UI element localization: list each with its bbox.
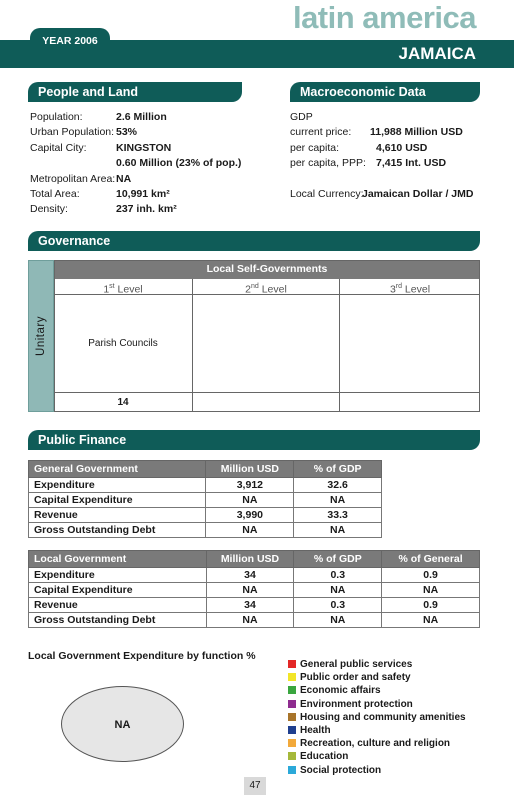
total-area-label: Total Area:	[30, 188, 80, 200]
table-row	[29, 523, 382, 538]
general-government-table	[28, 460, 382, 538]
legend-swatch	[288, 673, 296, 681]
gdp-per-capita-label: per capita:	[290, 141, 340, 154]
currency-value: Jamaican Dollar / JMD	[362, 188, 474, 200]
table-cell: NA	[294, 613, 382, 628]
table-row	[29, 568, 480, 583]
legend-label: Environment protection	[300, 698, 413, 710]
table-cell: NA	[294, 493, 382, 508]
column-header: Local Government	[29, 551, 207, 568]
table-cell: NA	[294, 583, 382, 598]
capital-population-value: 0.60 Million (23% of pop.)	[116, 157, 242, 170]
table-row	[29, 598, 480, 613]
governance-type-label: Unitary	[35, 316, 47, 356]
legend-item	[288, 698, 466, 711]
country-title: JAMAICA	[398, 44, 476, 63]
legend-swatch	[288, 660, 296, 668]
legend-swatch	[288, 700, 296, 708]
total-area-value: 10,991 km²	[116, 188, 170, 200]
gdp-current-value: 11,988 Million USD	[370, 126, 463, 139]
urban-population-label: Urban Population:	[30, 126, 115, 139]
table-cell: 0.9	[382, 568, 480, 583]
urban-population-value: 53%	[116, 126, 138, 139]
currency-label: Local Currency:	[290, 188, 364, 200]
gdp-label: GDP	[290, 111, 313, 123]
population-label: Population:	[30, 111, 83, 123]
legend-label: Public order and safety	[300, 672, 411, 684]
legend-label: Housing and community amenities	[300, 711, 466, 723]
legend-label: Social protection	[300, 764, 382, 776]
table-cell: 3,912	[206, 478, 294, 493]
table-header-row	[29, 461, 382, 478]
level-1-header: 1st Level	[54, 279, 193, 295]
metropolitan-area-value: NA	[116, 172, 132, 185]
legend-swatch	[288, 726, 296, 734]
table-cell: 34	[206, 598, 294, 613]
legend-swatch	[288, 752, 296, 760]
table-cell: NA	[206, 613, 294, 628]
gdp-current-label: current price:	[290, 126, 352, 139]
gdp-ppp-label: per capita, PPP:	[290, 157, 366, 170]
people-land-section	[30, 110, 270, 220]
metropolitan-area-label: Metropolitan Area:	[30, 172, 116, 185]
legend-item	[288, 684, 466, 697]
table-cell: NA	[382, 613, 480, 628]
expenditure-pie-placeholder: NA	[61, 686, 184, 762]
year-label: YEAR 2006	[30, 28, 110, 52]
table-cell: 3,990	[206, 508, 294, 523]
density-value: 237 inh. km²	[116, 203, 177, 216]
column-header: % of GDP	[294, 461, 382, 478]
legend-swatch	[288, 766, 296, 774]
people-land-heading: People and Land	[28, 82, 242, 102]
governance-heading: Governance	[28, 231, 480, 251]
table-cell: NA	[206, 493, 294, 508]
capital-city-label: Capital City:	[30, 141, 87, 154]
level-3-count	[340, 393, 480, 412]
legend-label: Education	[300, 751, 349, 763]
governance-table	[28, 260, 480, 412]
legend-item	[288, 764, 466, 777]
capital-city-value: KINGSTON	[116, 141, 172, 154]
legend-label: Economic affairs	[300, 685, 381, 697]
row-label: Capital Expenditure	[29, 493, 206, 508]
row-label: Revenue	[29, 508, 206, 523]
legend-swatch	[288, 686, 296, 694]
legend-item	[288, 724, 466, 737]
legend-swatch	[288, 739, 296, 747]
row-label: Expenditure	[29, 478, 206, 493]
table-cell: 32.6	[294, 478, 382, 493]
level-2-count	[193, 393, 340, 412]
public-finance-heading: Public Finance	[28, 430, 480, 450]
table-header-row	[29, 551, 480, 568]
level-3-header: 3rd Level	[340, 279, 480, 295]
row-label: Gross Outstanding Debt	[29, 523, 206, 538]
legend-label: General public services	[300, 659, 413, 670]
gdp-per-capita-value: 4,610 USD	[376, 141, 428, 154]
gdp-ppp-value: 7,415 Int. USD	[376, 157, 447, 170]
macro-section	[290, 110, 490, 205]
table-cell: 0.3	[294, 598, 382, 613]
table-cell: NA	[206, 583, 294, 598]
level-3-units	[340, 295, 480, 393]
level-1-count: 14	[54, 393, 193, 412]
table-row	[29, 613, 480, 628]
column-header: Million USD	[206, 551, 294, 568]
table-row	[29, 583, 480, 598]
region-title: latin america	[292, 0, 476, 35]
table-row	[29, 478, 382, 493]
column-header: % of General	[382, 551, 480, 568]
column-header: Million USD	[206, 461, 294, 478]
expenditure-chart-title: Local Government Expenditure by function %	[28, 650, 256, 662]
legend-swatch	[288, 713, 296, 721]
table-cell: 34	[206, 568, 294, 583]
column-header: % of GDP	[294, 551, 382, 568]
density-label: Density:	[30, 203, 68, 216]
local-government-table	[28, 550, 480, 628]
table-cell: NA	[294, 523, 382, 538]
table-cell: NA	[382, 583, 480, 598]
governance-type-cell	[28, 260, 54, 412]
row-label: Gross Outstanding Debt	[29, 613, 207, 628]
expenditure-legend	[288, 658, 466, 777]
table-cell: 33.3	[294, 508, 382, 523]
table-row	[29, 493, 382, 508]
page-number: 47	[244, 777, 266, 795]
level-2-header: 2nd Level	[193, 279, 340, 295]
legend-item	[288, 750, 466, 763]
macro-heading: Macroeconomic Data	[290, 82, 480, 102]
legend-label: Recreation, culture and religion	[300, 738, 451, 750]
column-header: General Government	[29, 461, 206, 478]
population-value: 2.6 Million	[116, 111, 167, 123]
table-cell: 0.3	[294, 568, 382, 583]
legend-item	[288, 711, 466, 724]
legend-item	[288, 658, 466, 671]
page-header	[0, 0, 514, 70]
row-label: Revenue	[29, 598, 207, 613]
row-label: Expenditure	[29, 568, 207, 583]
legend-label: Health	[300, 724, 331, 736]
legend-item	[288, 737, 466, 750]
table-cell: NA	[206, 523, 294, 538]
level-1-units: Parish Councils	[54, 295, 193, 393]
row-label: Capital Expenditure	[29, 583, 207, 598]
governance-header: Local Self-Governments	[54, 260, 480, 279]
table-row	[29, 508, 382, 523]
level-2-units	[193, 295, 340, 393]
table-cell: 0.9	[382, 598, 480, 613]
legend-item	[288, 671, 466, 684]
